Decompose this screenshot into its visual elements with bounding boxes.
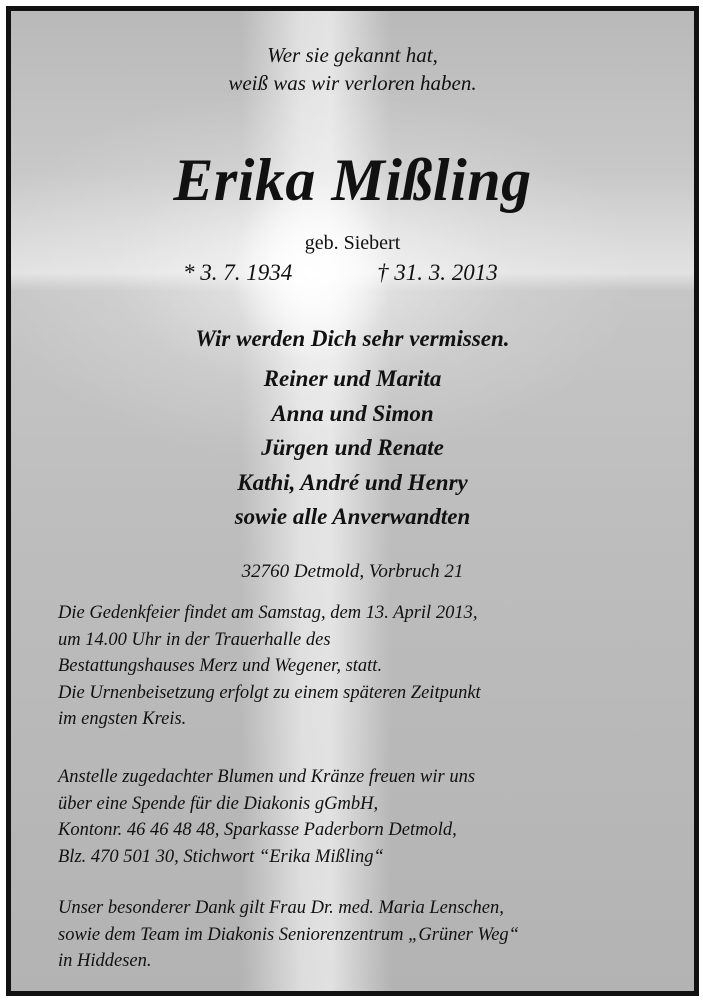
mourner-line: Kathi, André und Henry (237, 469, 468, 495)
paragraph-line: Unser besonderer Dank gilt Frau Dr. med. Maria Lenschen, (58, 898, 504, 918)
paragraph-line: Anstelle zugedachter Blumen und Kränze freuen wir uns (58, 767, 476, 787)
paragraph-line: in Hiddesen. (58, 951, 152, 971)
paragraph-line: über eine Spende für die Diakonis gGmbH, (58, 793, 379, 814)
paragraph-line: im engsten Kreis. (58, 709, 187, 729)
mourner-line: sowie alle Anverwandten (234, 504, 471, 529)
paragraph-line: Blz. 470 501 30, Stichwort “Erika Mißling“ (58, 846, 384, 867)
family-address: 32760 Detmold, Vorbruch 21 (241, 561, 464, 582)
thanks-paragraph (58, 895, 678, 975)
motto-line-2: weiß was wir verloren haben. (228, 71, 477, 95)
paragraph-line: um 14.00 Uhr in der Trauerhalle des (58, 629, 331, 650)
farewell-heading: Wir werden Dich sehr vermissen. (195, 326, 510, 351)
deceased-name: Erika Mißling (173, 147, 532, 213)
paragraph-line: sowie dem Team im Diakonis Seniorenzentrum „Grüner Weg“ (58, 924, 519, 945)
memorial-service-paragraph (58, 600, 678, 733)
birth-name: geb. Siebert (304, 232, 401, 254)
birth-date: * 3. 7. 1934 (183, 260, 293, 285)
paragraph-line: Kontonr. 46 46 48 48, Sparkasse Paderborn Detmold, (58, 820, 457, 840)
mourner-line: Reiner und Marita (263, 366, 442, 391)
paragraph-line: Die Gedenkfeier findet am Samstag, dem 13. April 2013, (58, 603, 478, 623)
paragraph-line: Bestattungshauses Merz und Wegener, statt. (58, 656, 383, 676)
mourner-line: Anna und Simon (271, 400, 434, 426)
obituary-notice (6, 6, 699, 996)
mourner-line: Jürgen und Renate (261, 435, 444, 460)
death-date: † 31. 3. 2013 (377, 260, 498, 285)
donation-paragraph (58, 764, 678, 870)
paragraph-line: Die Urnenbeisetzung erfolgt zu einem späteren Zeitpunkt (58, 682, 481, 703)
motto-line-1: Wer sie gekannt hat, (267, 43, 438, 67)
